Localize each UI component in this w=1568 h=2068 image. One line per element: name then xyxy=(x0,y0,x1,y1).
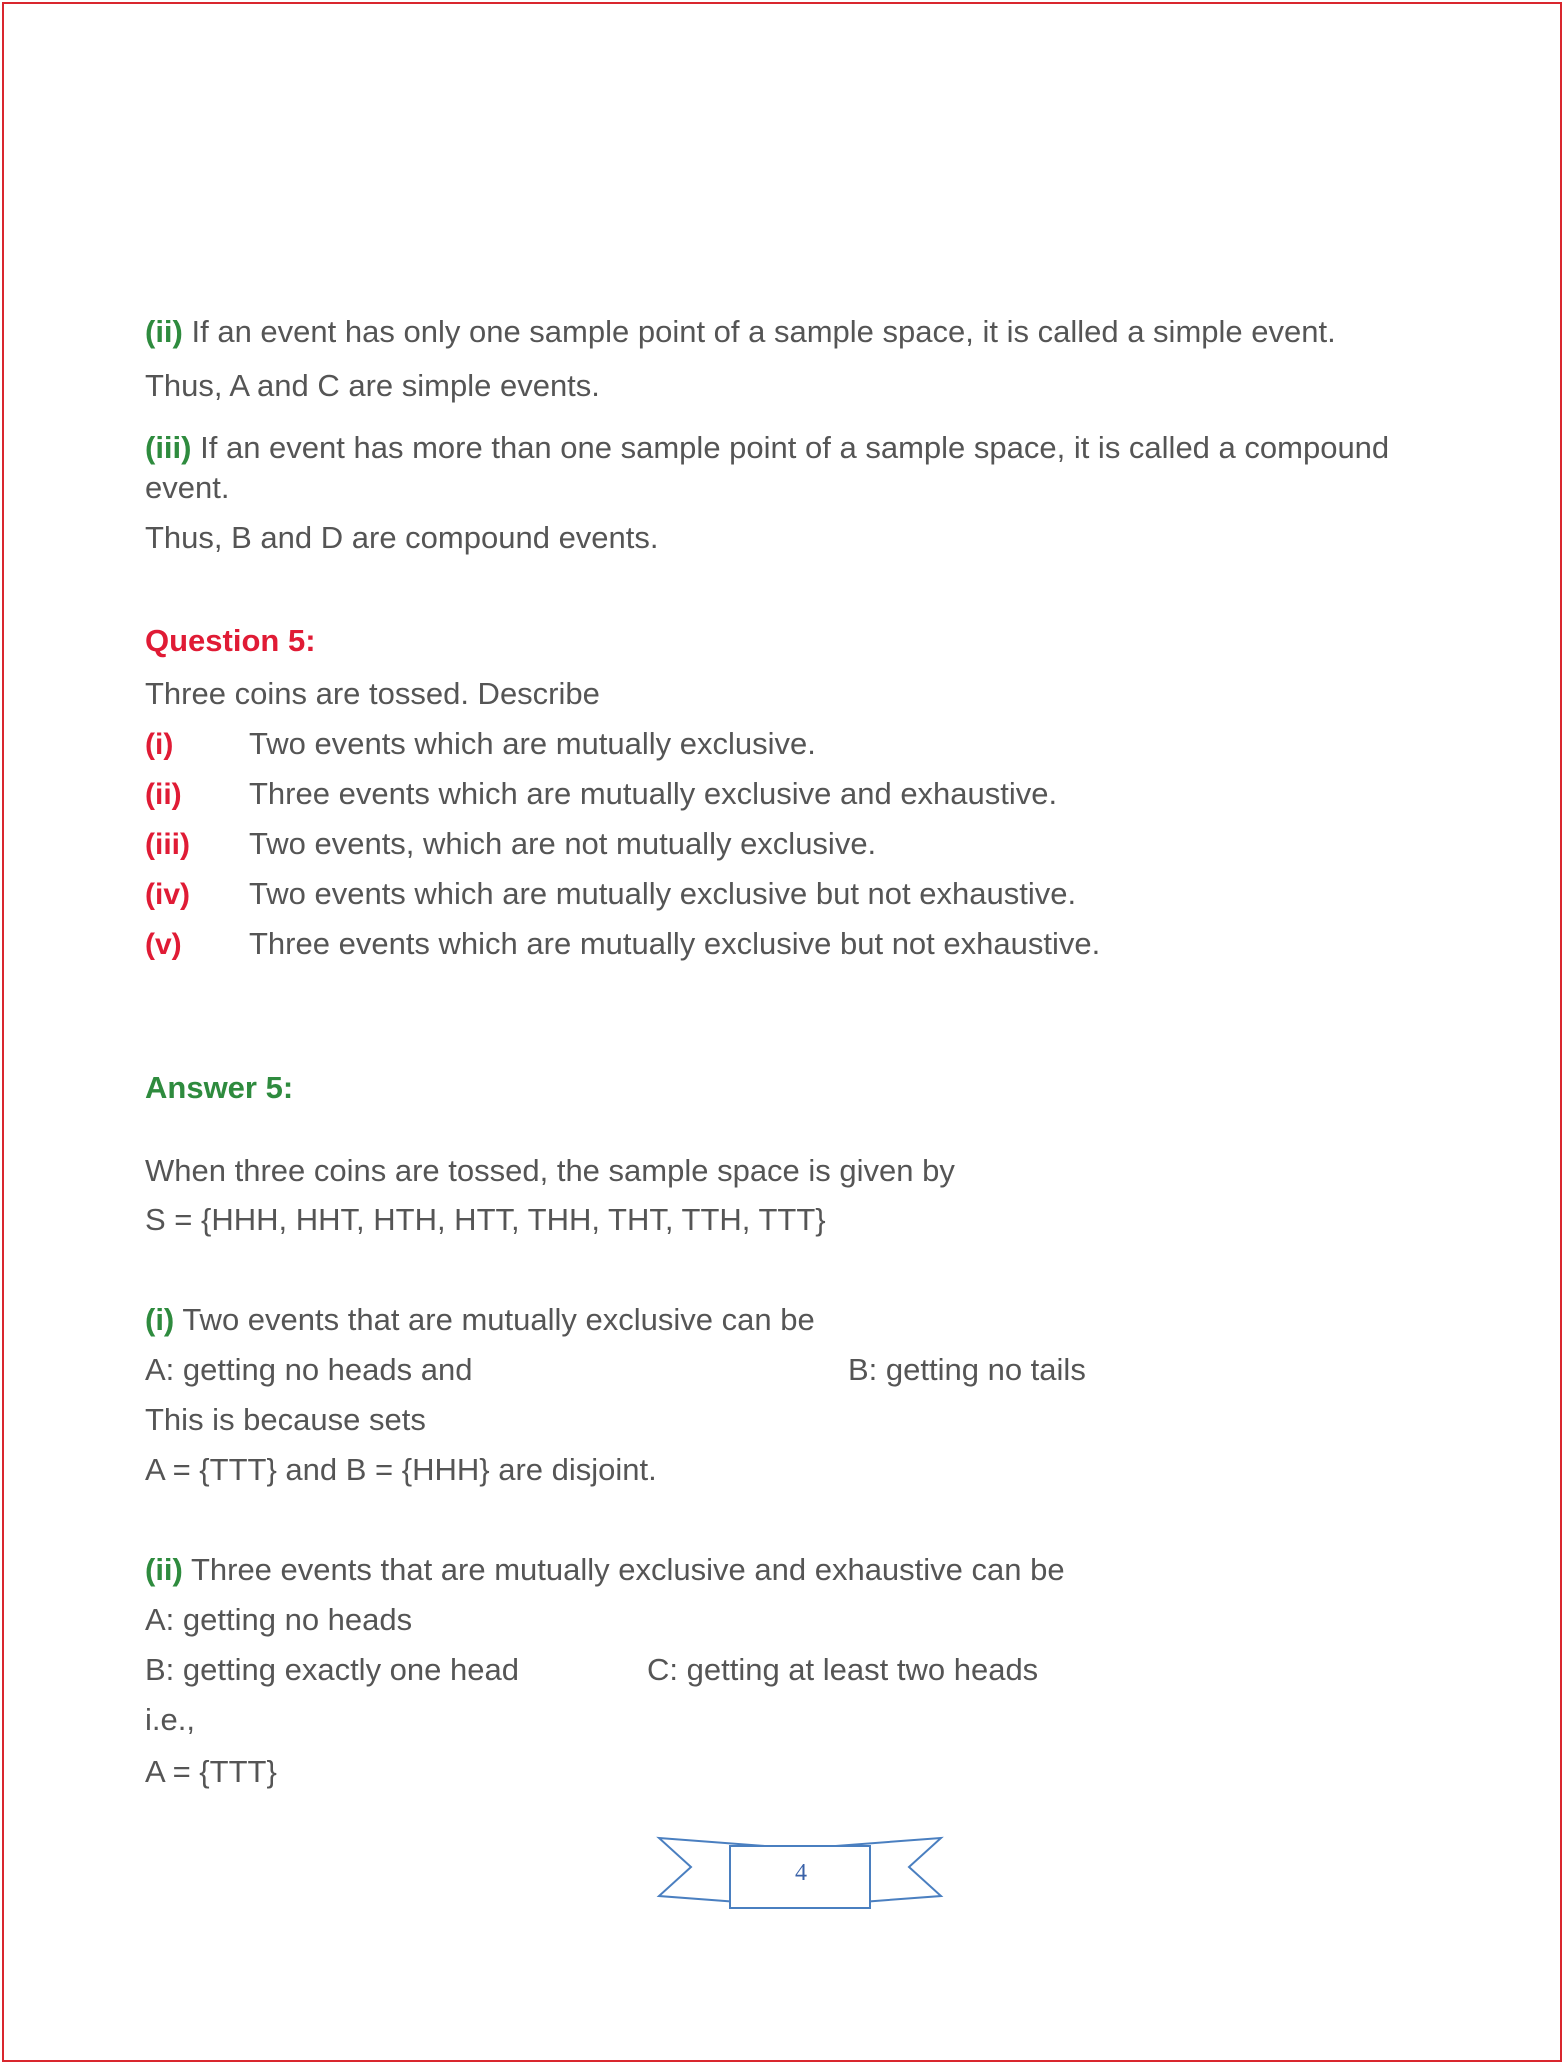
question-item-num: (i) xyxy=(145,728,174,761)
question-item-num: (ii) xyxy=(145,778,182,811)
part-iii-label: (iii) xyxy=(145,430,192,465)
event-a-no-heads: A: getting no heads and xyxy=(145,1352,473,1387)
question-item-num: (v) xyxy=(145,928,182,961)
answer-part-i-label: (i) xyxy=(145,1302,175,1337)
question-intro: Three coins are tossed. Describe xyxy=(145,676,600,711)
part-ii-label: (ii) xyxy=(145,314,183,349)
answer-part-i-text: Two events that are mutually exclusive can be xyxy=(182,1302,815,1337)
page-number: 4 xyxy=(795,1860,807,1886)
answer-part-i xyxy=(145,1300,815,1340)
answer-part-i-reason: This is because sets xyxy=(145,1402,426,1437)
question-title: Question 5: xyxy=(145,623,316,658)
ie-text: i.e., xyxy=(145,1702,195,1737)
question-item-text: Two events, which are not mutually exclusive. xyxy=(249,826,877,861)
event-a-no-heads: A: getting no heads xyxy=(145,1602,413,1637)
question-item-text: Three events which are mutually exclusive but not exhaustive. xyxy=(249,926,1101,961)
question-item-num: (iv) xyxy=(145,878,190,911)
event-c-two-heads: C: getting at least two heads xyxy=(647,1652,1039,1687)
question-item-text: Two events which are mutually exclusive. xyxy=(249,726,816,761)
part-iii-text-continued: event. xyxy=(145,470,230,505)
answer-title: Answer 5: xyxy=(145,1070,294,1105)
set-a: A = {TTT} xyxy=(145,1754,277,1789)
answer-intro: When three coins are tossed, the sample space is given by xyxy=(145,1153,955,1188)
answer-part-ii xyxy=(145,1550,1065,1590)
answer-part-ii-text: Three events that are mutually exclusive and exhaustive can be xyxy=(190,1552,1065,1587)
answer-part-i-sets: A = {TTT} and B = {HHH} are disjoint. xyxy=(145,1452,657,1487)
part-iii-text: If an event has more than one sample point of a sample space, it is called a compound xyxy=(200,430,1390,465)
sample-space: S = {HHH, HHT, HTH, HTT, THH, THT, TTH, TTT} xyxy=(145,1202,826,1237)
part-ii-conclusion: Thus, A and C are simple events. xyxy=(145,368,600,403)
answer-part-ii-label: (ii) xyxy=(145,1552,183,1587)
part-ii-definition xyxy=(145,312,1336,352)
event-b-one-head: B: getting exactly one head xyxy=(145,1652,519,1687)
question-item-num: (iii) xyxy=(145,828,190,861)
part-iii-definition xyxy=(145,428,1389,468)
question-item-text: Two events which are mutually exclusive but not exhaustive. xyxy=(249,876,1077,911)
part-iii-conclusion: Thus, B and D are compound events. xyxy=(145,520,659,555)
part-ii-text: If an event has only one sample point of a sample space, it is called a simple event. xyxy=(191,314,1336,349)
question-item-text: Three events which are mutually exclusive and exhaustive. xyxy=(249,776,1058,811)
event-b-no-tails: B: getting no tails xyxy=(848,1352,1086,1387)
